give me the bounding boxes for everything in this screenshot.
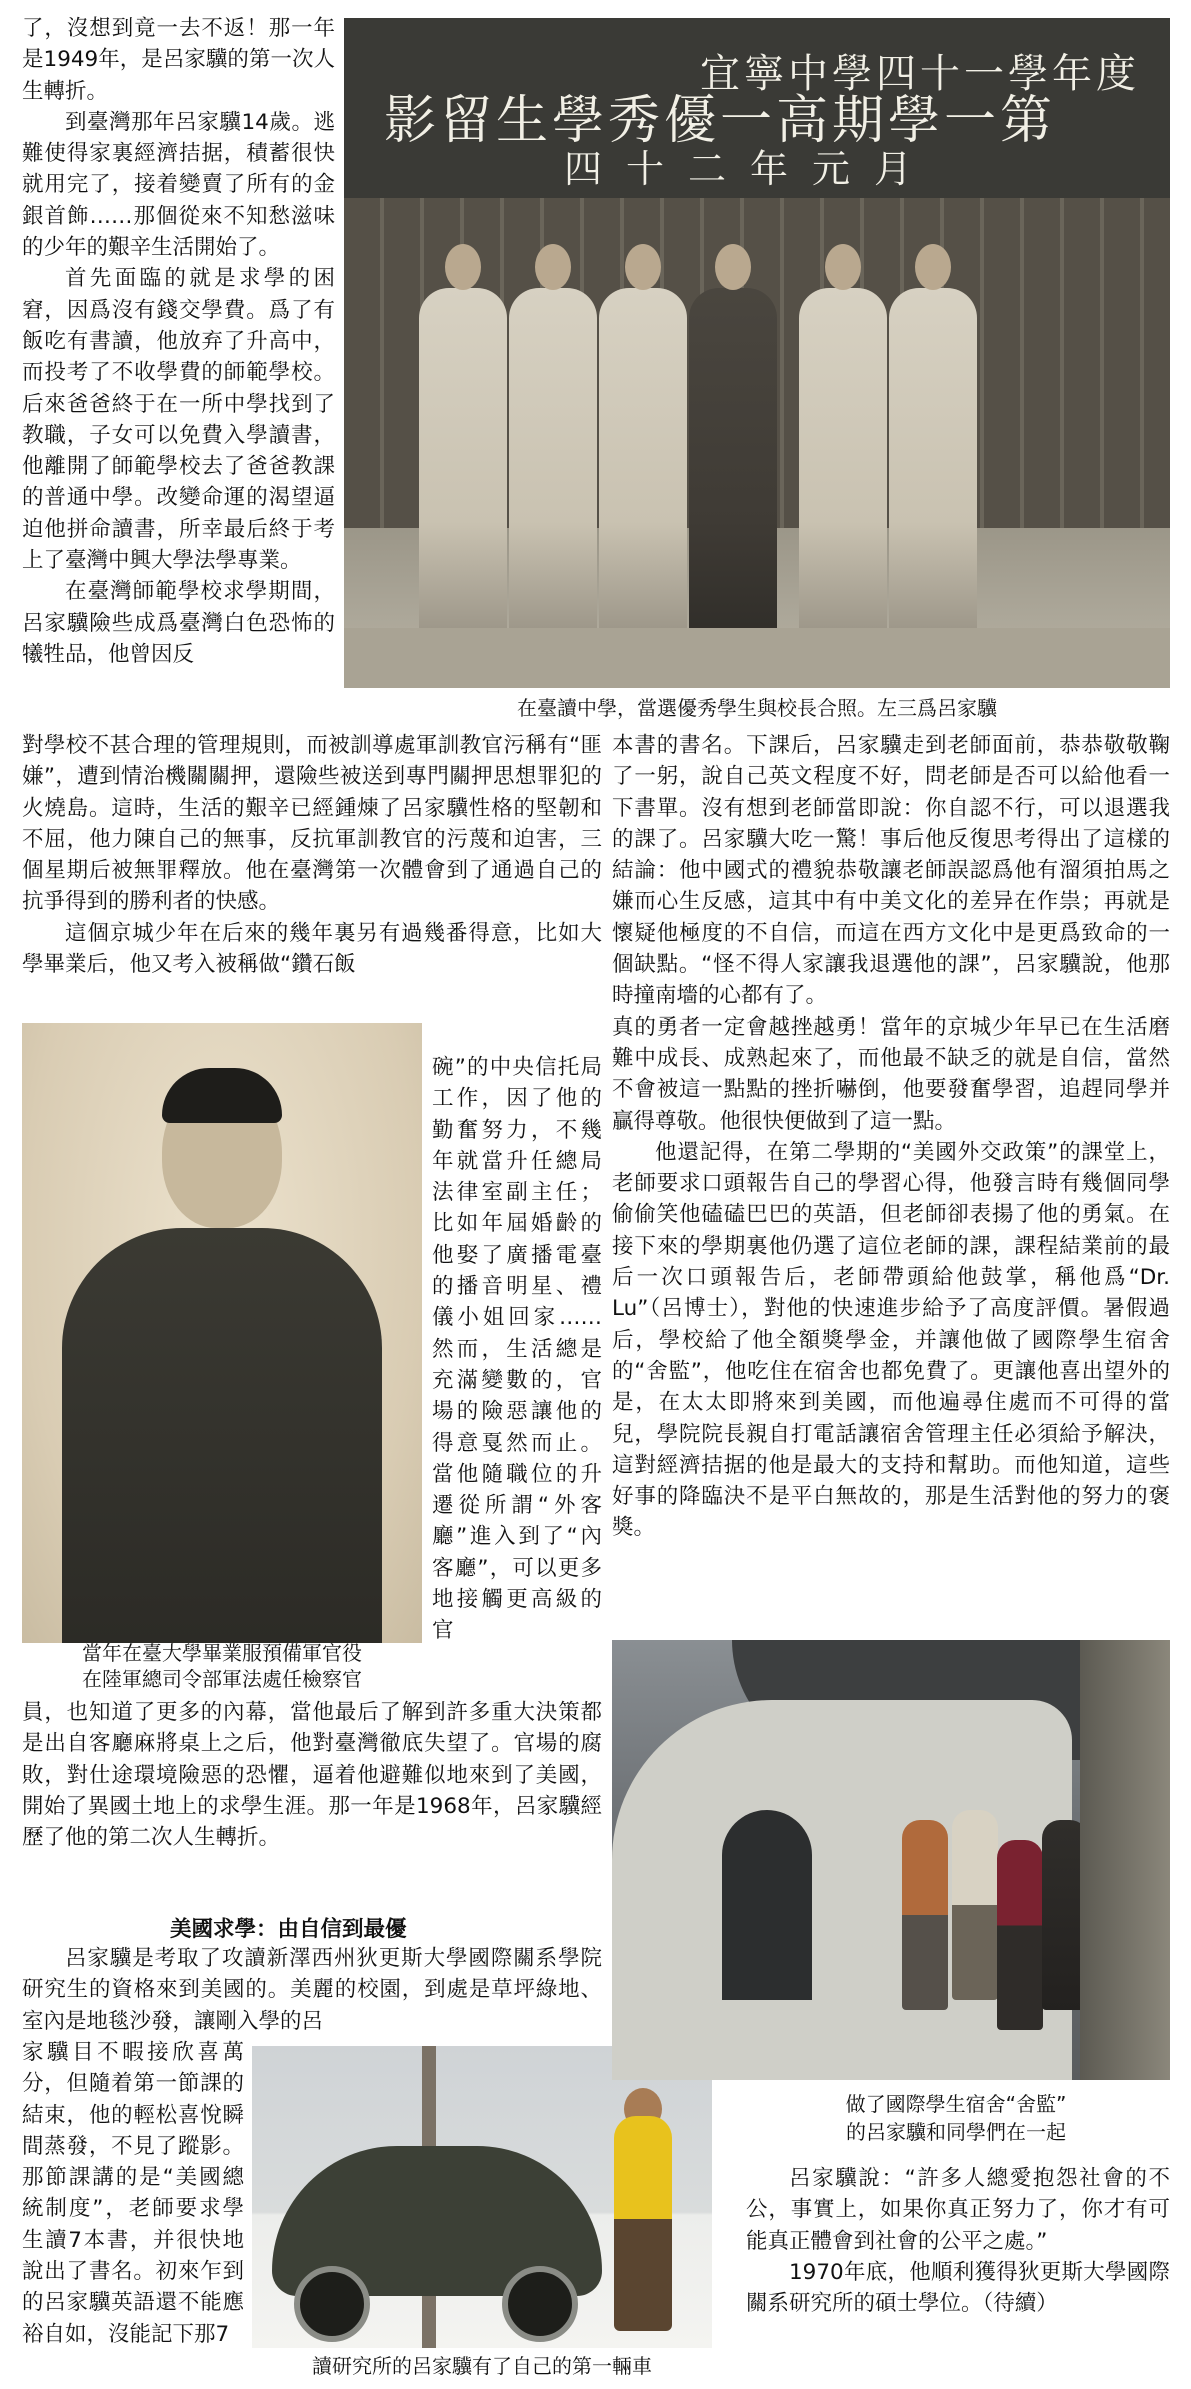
photo-person	[509, 288, 597, 678]
paragraph: 碗”的中央信托局工作，因了他的勤奮努力，不幾年就當升任總局法律室副主任；比如年屆婚齡的他娶了廣播電臺的播音明星、禮儀小姐回家……然而，生活總是充滿變數的，官場的險惡讓他的得意戛然而止。當他隨職位的升遷從所謂“外客廳”進入到了“內客廳”，可以更多地接觸更高級的官	[432, 1055, 602, 1644]
photo-ground	[344, 628, 1170, 688]
paragraph: 首先面臨的就是求學的困窘，因爲沒有錢交學費。爲了有飯吃有書讀，他放弃了升高中，而投考了不收學費的師範學校。后來爸爸終于在一所中學找到了教職，子女可以免費入學讀書，他離開了師範學校去了爸爸教課的普通中學。改變命運的渴望逼迫他拼命讀書，所幸最后終于考上了臺灣中興大學法學專業。	[22, 266, 335, 574]
paragraph: 了，沒想到竟一去不返！那一年是1949年，是呂家驥的第一次人生轉折。	[22, 16, 335, 104]
paragraph: 這個京城少年在后來的幾年裏另有過幾番得意，比如大學畢業后，他又考入被稱做“鑽石飯	[22, 920, 602, 978]
caption-dormitory-photo	[742, 2090, 1170, 2146]
photo-wheel	[502, 2266, 578, 2342]
left-column-top	[22, 13, 335, 670]
photo-tree	[1080, 1640, 1170, 2080]
paragraph: 他還記得，在第二學期的“美國外交政策”的課堂上，老師要求口頭報告自己的學習心得，他發言時有幾個同學偷偷笑他磕磕巴巴的英語，但老師卻表揚了他的勇氣。在接下來的學期裏他仍選了這位老師的課，課程結業前的最后一次口頭報告后，老師帶頭給他鼓掌，稱他爲“Dr. Lu”（呂博士），對他的快速進步給予了高度評價。暑假過后，學校給了他全額獎學金，并讓他做了國際學生宿舍的“舍監”，他吃住在宿舍也都免費了。更讓他喜出望外的是，在太太即將來到美國，而他遍尋住處而不可得的當兒，學院院長親自打電話讓宿舍管理主任必須給予解決，這對經濟拮据的他是最大的支持和幫助。而他知道，這些好事的降臨決不是平白無故的，那是生活對他的努力的褒獎。	[612, 1139, 1170, 1541]
caption-line: 做了國際學生宿舍“舍監”	[845, 2092, 1067, 2116]
photo-door	[722, 1810, 812, 2000]
narrow-column	[432, 1052, 602, 1647]
paragraph: 在臺灣師範學校求學期間，呂家驥險些成爲臺灣白色恐怖的犧牲品，他曾因反	[22, 579, 335, 667]
wide-paragraph-1	[22, 730, 602, 980]
paragraph: 家驥目不暇接欣喜萬分，但隨着第一節課的結束，他的輕松喜悅瞬間蒸發，不見了蹤影。那節課講的是“美國總統制度”，老師要求學生讀7本書，并很快地說出了書名。初來乍到的呂家驥英語還不能應裕自如，沒能記下那7	[22, 2040, 244, 2347]
paragraph: 本書的書名。下課后，呂家驥走到老師面前，恭恭敬敬鞠了一躬，說自己英文程度不好，問老師是否可以給他看一下書單。沒有想到老師當即說：你自認不行，可以退選我的課了。呂家驥大吃一驚！事后他反復思考得出了這樣的結論：他中國式的禮貌恭敬讓老師誤認爲他有溜須拍馬之嫌而心生反感，這其中有中美文化的差异在作祟；再就是懷疑他極度的不自信，而這在西方文化中是更爲致命的一個缺點。“怪不得人家讓我退選他的課”，呂家驥說，他那時撞南墻的心都有了。	[612, 733, 1170, 1009]
section-heading: 美國求學：由自信到最優	[170, 1917, 407, 1942]
photo-person	[952, 1810, 998, 2000]
car-photo	[252, 2046, 712, 2348]
photo-wheel	[294, 2266, 370, 2342]
photo-uniform	[62, 1228, 382, 1643]
caption-car-photo: 讀研究所的呂家驥有了自己的第一輛車	[312, 2354, 652, 2378]
paragraph: 到臺灣那年呂家驥14歲。逃難使得家裏經濟拮据，積蓄很快就用完了，接着變賣了所有的金銀首飾……那個從來不知愁滋味的少年的艱辛生活開始了。	[22, 109, 335, 261]
bottom-right-text	[746, 2163, 1170, 2319]
photo-person	[902, 1820, 948, 2010]
caption-school-photo: 在臺讀中學，當選優秀學生與校長合照。左三爲呂家驥	[517, 696, 997, 720]
photo-person	[889, 288, 977, 678]
right-column	[612, 730, 1170, 1544]
paragraph: 員，也知道了更多的內幕，當他最后了解到許多重大決策都是出自客廳麻將桌上之后，他對臺灣徹底失望了。官場的腐敗，對仕途環境險惡的恐懼，逼着他避難似地來到了美國，開始了異國土地上的求學生涯。那一年是1968年，呂家驥經歷了他的第二次人生轉折。	[22, 1700, 602, 1851]
caption-line: 的呂家驥和同學們在一起	[846, 2120, 1066, 2144]
wide-paragraph-3	[22, 1697, 602, 1853]
caption-line: 當年在臺大學畢業服預備軍官役	[82, 1641, 362, 1665]
banner-line-3: 四十二年元月	[564, 147, 937, 191]
photo-hair	[162, 1068, 282, 1123]
photo-person	[689, 288, 777, 678]
dormitory-photo	[612, 1640, 1170, 2080]
banner-line-1: 宜寧中學四十一學年度	[700, 51, 1140, 97]
school-group-photo	[344, 18, 1170, 688]
soldier-portrait-photo	[22, 1023, 422, 1643]
us-paragraph-wide	[22, 1943, 602, 2037]
paragraph: 1970年底，他順利獲得狄更斯大學國際關系研究所的碩士學位。（待續）	[746, 2259, 1170, 2317]
photo-person	[799, 288, 887, 678]
paragraph: 呂家驥說：“許多人總愛抱怨社會的不公，事實上，如果你真正努力了，你才有可能真正體會到社會的公平之處。”	[746, 2166, 1170, 2254]
paragraph: 對學校不甚合理的管理規則，而被訓導處軍訓教官污稱有“匪嫌”，遭到情治機關關押，還險些被送到專門關押思想罪犯的火燒島。這時，生活的艱辛已經鍾煉了呂家驥性格的堅韌和不屈，他力陳自己的無事，反抗軍訓教官的污蔑和迫害，三個星期后被無罪釋放。他在臺灣第一次體會到了通過自己的抗爭得到的勝利者的快感。	[22, 733, 602, 915]
banner-line-2: 影留生學秀優一高期學一第	[384, 91, 1057, 151]
caption-soldier-photo	[22, 1640, 422, 1692]
photo-person	[599, 288, 687, 678]
paragraph: 呂家驥是考取了攻讀新澤西州狄更斯大學國際關系學院研究生的資格來到美國的。美麗的校園，到處是草坪綠地、室內是地毯沙發，讓剛入學的呂	[22, 1946, 602, 2034]
us-paragraph-narrow	[22, 2037, 244, 2350]
paragraph: 真的勇者一定會越挫越勇！當年的京城少年早已在生活磨難中成長、成熟起來了，而他最不缺乏的就是自信，當然不會被這一點點的挫折嚇倒，他要發奮學習，追趕同學并贏得尊敬。他很快便做到了這一點。	[612, 1014, 1170, 1134]
caption-line: 在陸軍總司令部軍法處任檢察官	[82, 1667, 362, 1691]
photo-person	[419, 288, 507, 678]
photo-person	[997, 1840, 1043, 2030]
photo-person	[614, 2116, 672, 2331]
photo-banner	[344, 18, 1170, 198]
